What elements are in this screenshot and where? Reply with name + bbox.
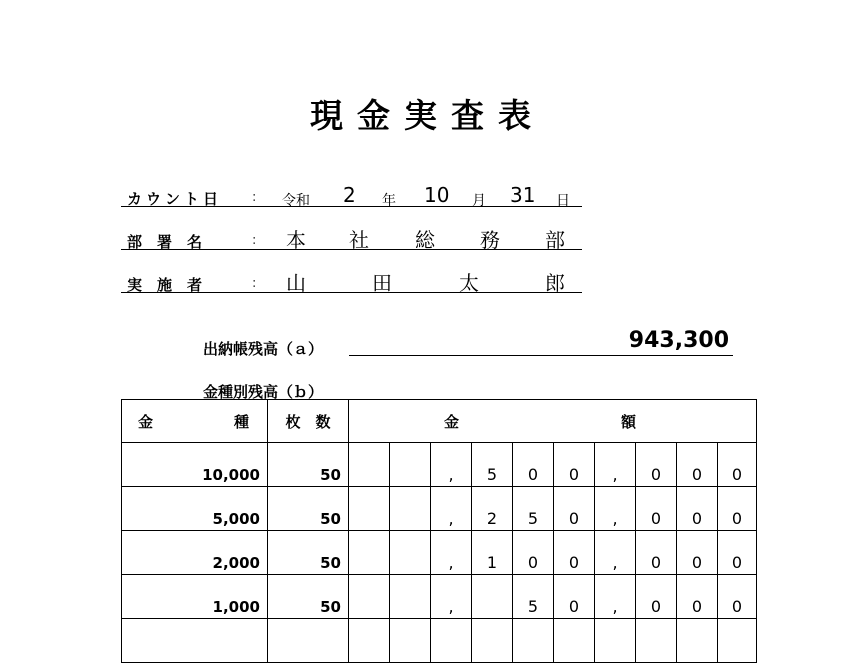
amount-digit-cell: , — [595, 531, 636, 575]
amount-digit-cell: 0 — [636, 487, 677, 531]
amount-digit-cell: 0 — [718, 531, 757, 575]
denomination-cell: 2,000 — [122, 531, 268, 575]
amount-digit-cell — [677, 619, 718, 663]
amount-digit-cell — [718, 619, 757, 663]
department-char: 部 — [545, 228, 565, 252]
amount-digit-cell: 0 — [513, 443, 554, 487]
department-colon: : — [252, 233, 257, 248]
department-label: 部 署 名 — [127, 233, 203, 251]
day-unit: 日 — [556, 193, 570, 209]
count-header: 枚 数 — [268, 400, 349, 443]
amount-digit-cell: , — [431, 443, 472, 487]
ledger-balance-value: 943,300 — [628, 328, 729, 353]
amount-digit-cell — [349, 575, 390, 619]
amount-digit-cell: 0 — [677, 443, 718, 487]
count-date-label: カウント日 — [127, 190, 223, 208]
denomination-cell — [122, 619, 268, 663]
table-row — [122, 575, 757, 619]
year-value: 2 — [343, 183, 356, 207]
denomination-table — [121, 399, 757, 663]
amount-digit-cell: 5 — [513, 487, 554, 531]
amount-digit-cell: , — [431, 487, 472, 531]
amount-digit-cell: 0 — [677, 531, 718, 575]
amount-digit-cell — [349, 531, 390, 575]
amount-digit-cell: 0 — [554, 531, 595, 575]
executor-char: 太 — [459, 271, 479, 295]
table-header-row — [122, 400, 757, 443]
era-text: 令和 — [282, 193, 310, 209]
amount-digit-cell: 0 — [718, 487, 757, 531]
count-cell: 50 — [268, 531, 349, 575]
ledger-balance-label: 出納帳残高（ａ） — [203, 340, 324, 358]
amount-digit-cell — [431, 619, 472, 663]
table-row — [122, 487, 757, 531]
denomination-balance-label: 金種別残高（ｂ） — [203, 383, 324, 401]
month-unit: 月 — [472, 193, 486, 209]
department-char: 務 — [480, 228, 500, 252]
amount-digit-cell — [472, 619, 513, 663]
table-row — [122, 531, 757, 575]
executor-char: 郎 — [545, 271, 565, 295]
amount-digit-cell: , — [595, 575, 636, 619]
count-cell: 50 — [268, 443, 349, 487]
executor-label: 実 施 者 — [127, 276, 203, 294]
ledger-balance-underline — [349, 355, 733, 356]
table-row — [122, 443, 757, 487]
amount-digit-cell — [390, 619, 431, 663]
amount-digit-cell — [636, 619, 677, 663]
amount-digit-cell — [349, 619, 390, 663]
year-unit: 年 — [382, 193, 396, 209]
amount-digit-cell: , — [595, 443, 636, 487]
amount-digit-cell: 2 — [472, 487, 513, 531]
amount-header — [349, 400, 757, 443]
amount-digit-cell: 0 — [718, 575, 757, 619]
header-kind-left: 金 — [138, 412, 154, 431]
department-char: 総 — [415, 228, 435, 252]
denomination-cell: 1,000 — [122, 575, 268, 619]
amount-digit-cell — [390, 487, 431, 531]
day-value: 31 — [510, 183, 536, 207]
executor-char: 田 — [372, 271, 392, 295]
amount-digit-cell — [554, 619, 595, 663]
amount-digit-cell: 5 — [513, 575, 554, 619]
amount-digit-cell — [472, 575, 513, 619]
amount-digit-cell: , — [431, 531, 472, 575]
table-row — [122, 619, 757, 663]
amount-digit-cell: 0 — [636, 443, 677, 487]
amount-digit-cell: 1 — [472, 531, 513, 575]
amount-digit-cell: 0 — [636, 531, 677, 575]
denomination-header — [122, 400, 268, 443]
amount-digit-cell — [349, 443, 390, 487]
count-cell: 50 — [268, 575, 349, 619]
amount-digit-cell — [390, 575, 431, 619]
count-cell — [268, 619, 349, 663]
amount-digit-cell — [595, 619, 636, 663]
amount-digit-cell — [390, 443, 431, 487]
amount-digit-cell: 0 — [554, 575, 595, 619]
amount-digit-cell: 0 — [677, 487, 718, 531]
amount-digit-cell: 0 — [636, 575, 677, 619]
denomination-cell: 5,000 — [122, 487, 268, 531]
header-amount-right: 額 — [621, 413, 637, 431]
amount-digit-cell: 5 — [472, 443, 513, 487]
amount-digit-cell: 0 — [554, 487, 595, 531]
header-amount-left: 金 — [444, 413, 460, 431]
amount-digit-cell — [390, 531, 431, 575]
amount-digit-cell — [513, 619, 554, 663]
amount-digit-cell: 0 — [513, 531, 554, 575]
department-char: 本 — [286, 228, 306, 252]
header-kind-right: 種 — [233, 412, 249, 431]
amount-digit-cell: 0 — [718, 443, 757, 487]
amount-digit-cell: , — [595, 487, 636, 531]
executor-colon: : — [252, 276, 257, 291]
amount-digit-cell: 0 — [677, 575, 718, 619]
amount-digit-cell: , — [431, 575, 472, 619]
executor-char: 山 — [286, 271, 306, 295]
page-title: 現金実査表 — [310, 96, 545, 135]
month-value: 10 — [424, 183, 450, 207]
amount-digit-cell — [349, 487, 390, 531]
denomination-cell: 10,000 — [122, 443, 268, 487]
count-date-colon: : — [252, 190, 257, 205]
amount-digit-cell: 0 — [554, 443, 595, 487]
department-char: 社 — [349, 228, 369, 252]
count-cell: 50 — [268, 487, 349, 531]
